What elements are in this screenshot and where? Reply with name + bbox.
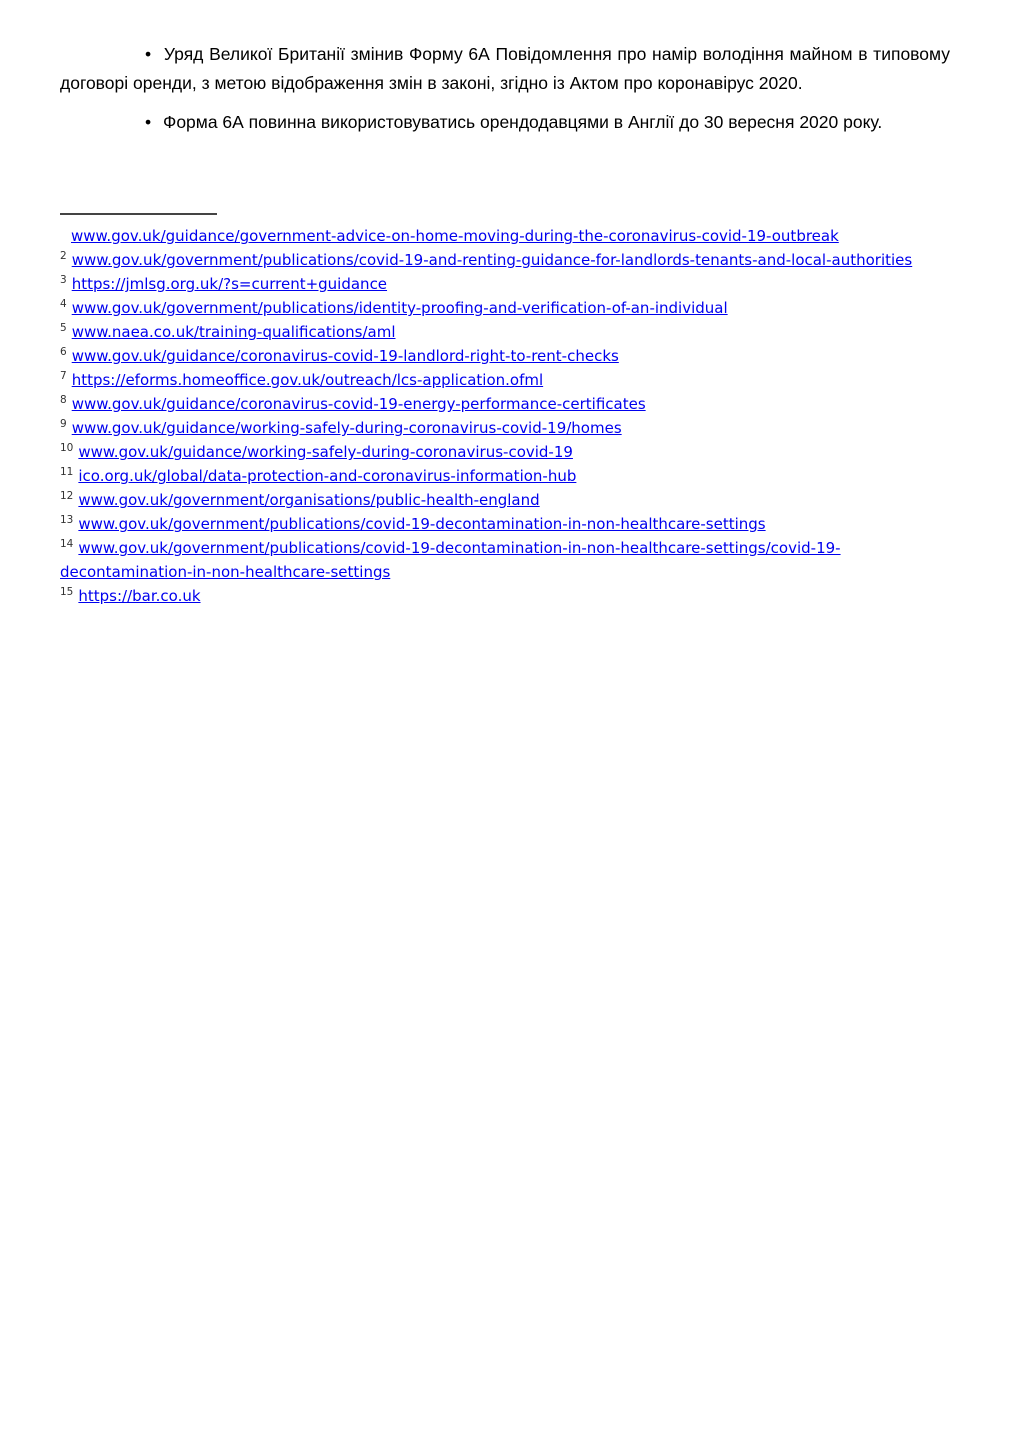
footnotes-list (60, 224, 950, 608)
paragraph-text: Уряд Великої Британії змінив Форму 6А Повідомлення про намір володіння майном в типовому договорі оренди, з метою відображення змін в законі, згідно із Актом про коронавірус 2020. (60, 44, 950, 93)
footnote-item (60, 296, 950, 320)
footnote-link[interactable]: www.gov.uk/guidance/working-safely-during-coronavirus-covid-19/homes (71, 419, 622, 437)
footnote-link[interactable]: www.gov.uk/government/publications/identity-proofing-and-verification-of-an-individual (71, 299, 728, 317)
footnote-item (60, 344, 950, 368)
footnote-number: 14 (60, 538, 74, 550)
bullet-marker: • (145, 112, 152, 132)
footnote-number: 9 (60, 418, 67, 430)
footnote-number: 8 (60, 394, 67, 406)
footnote-link[interactable]: www.gov.uk/government/publications/covid-19-and-renting-guidance-for-landlords-tenants-and-local-authorities (71, 251, 913, 269)
footnote-item (60, 416, 950, 440)
footnote-separator (60, 213, 217, 215)
footnote-item (60, 512, 950, 536)
footnote-item (60, 440, 950, 464)
footnote-number: 6 (60, 346, 67, 358)
footnote-link[interactable]: www.gov.uk/government/publications/covid-19-decontamination-in-non-healthcare-settings/covid-19-decontamination-in-non-healthcare-settings (60, 539, 841, 581)
footnote-item (60, 536, 950, 584)
footnote-link[interactable]: www.gov.uk/guidance/coronavirus-covid-19-landlord-right-to-rent-checks (71, 347, 619, 365)
footnote-number: 2 (60, 250, 67, 262)
footnote-number: 12 (60, 490, 74, 502)
footnote-item (60, 248, 950, 272)
footnote-item (60, 368, 950, 392)
footnote-link[interactable]: www.gov.uk/guidance/coronavirus-covid-19-energy-performance-certificates (71, 395, 646, 413)
footnote-number: 3 (60, 274, 67, 286)
footnote-link[interactable]: www.gov.uk/guidance/government-advice-on-home-moving-during-the-coronavirus-covid-19-outbreak (71, 227, 839, 245)
footnote-number: 10 (60, 442, 74, 454)
footnote-item (60, 320, 950, 344)
footnote-number: 11 (60, 466, 74, 478)
paragraph-text: Форма 6А повинна використовуватись орендодавцями в Англії до 30 вересня 2020 року. (163, 112, 883, 132)
footnote-item (60, 464, 950, 488)
footnote-number: 4 (60, 298, 67, 310)
footnote-link[interactable]: www.gov.uk/guidance/working-safely-during-coronavirus-covid-19 (78, 443, 573, 461)
footnote-item (60, 584, 950, 608)
footnote-number: 7 (60, 370, 67, 382)
footnote-item (60, 392, 950, 416)
footnote-link[interactable]: https://eforms.homeoffice.gov.uk/outreach/lcs-application.ofml (71, 371, 544, 389)
footnote-item (60, 272, 950, 296)
footnote-link[interactable]: www.naea.co.uk/training-qualifications/aml (71, 323, 396, 341)
footnote-number: 15 (60, 586, 74, 598)
footnote-link[interactable]: https://bar.co.uk (78, 587, 201, 605)
footnote-link[interactable]: www.gov.uk/government/organisations/public-health-england (78, 491, 540, 509)
footnote-item (60, 488, 950, 512)
bullet-marker: • (145, 44, 152, 64)
footnote-number: 13 (60, 514, 74, 526)
footnote-item (60, 224, 950, 248)
bullet-paragraph (60, 40, 950, 98)
footnote-link[interactable]: ico.org.uk/global/data-protection-and-coronavirus-information-hub (78, 467, 577, 485)
footnote-number: 5 (60, 322, 67, 334)
bullet-paragraph (60, 108, 950, 137)
footnote-link[interactable]: www.gov.uk/government/publications/covid-19-decontamination-in-non-healthcare-settings (78, 515, 766, 533)
footnote-link[interactable]: https://jmlsg.org.uk/?s=current+guidance (71, 275, 388, 293)
